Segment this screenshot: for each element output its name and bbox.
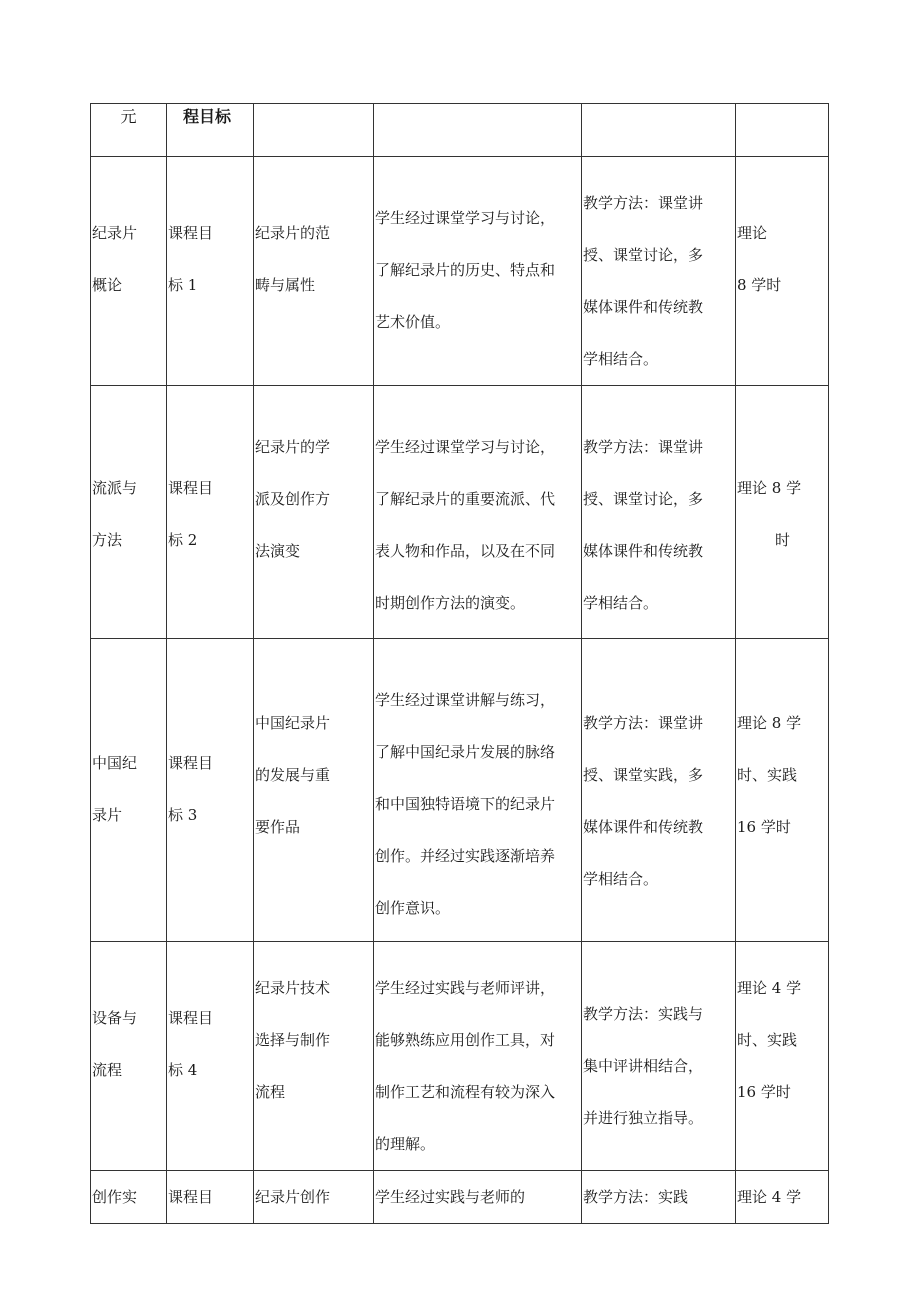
header-goal: 程目标 [167, 104, 254, 157]
content-cell: 纪录片的学 派及创作方 法演变 [255, 438, 331, 560]
table-row [91, 1171, 829, 1224]
unit-cell: 流派与 方法 [92, 479, 138, 549]
header-method [582, 104, 736, 157]
unit-cell: 创作实 [92, 1188, 138, 1206]
table-header-row [91, 104, 829, 157]
hours-cell-b: 时 [774, 531, 790, 549]
method-cell: 教学方法：课堂讲 授、课堂实践，多 媒体课件和传统教 学相结合。 [583, 714, 704, 888]
content-cell: 纪录片创作 [255, 1188, 331, 1206]
hours-cell-b: 16 学时 [737, 818, 791, 836]
hours-cell-a: 理论 4 学 时、实践 [737, 979, 802, 1049]
course-schedule-table [90, 103, 829, 1224]
hours-cell-a: 理论 4 学 [737, 1188, 802, 1206]
content-cell: 纪录片技术 选择与制作 流程 [255, 979, 331, 1101]
method-cell: 教学方法：课堂讲 授、课堂讨论，多 媒体课件和传统教 学相结合。 [583, 194, 704, 368]
requirement-cell: 学生经过实践与老师的 [375, 1188, 526, 1206]
hours-cell-b: 8 学时 [737, 276, 782, 294]
unit-cell: 纪录片 概论 [92, 224, 138, 294]
hours-cell-a: 理论 8 学 [737, 479, 802, 497]
table-row [91, 639, 829, 942]
hours-cell-b: 16 学时 [737, 1083, 791, 1101]
content-cell: 纪录片的范 畴与属性 [255, 224, 331, 294]
goal-cell: 课程目 标 3 [168, 754, 214, 824]
hours-cell-a: 理论 8 学 时、实践 [737, 714, 802, 784]
requirement-cell: 学生经过课堂学习与讨论， 了解纪录片的历史、特点和 艺术价值。 [375, 209, 556, 331]
hours-cell-a: 理论 [737, 224, 768, 242]
requirement-cell: 学生经过实践与老师评讲， 能够熟练应用创作工具，对 制作工艺和流程有较为深入 的理解。 [375, 979, 556, 1153]
table-row [91, 386, 829, 639]
requirement-cell: 学生经过课堂讲解与练习， 了解中国纪录片发展的脉络 和中国独特语境下的纪录片 创作。并经过实践逐渐培养 创作意识。 [375, 691, 556, 917]
goal-cell: 课程目 标 2 [168, 479, 214, 549]
table-row [91, 942, 829, 1171]
header-content [254, 104, 374, 157]
header-unit: 元 [91, 104, 167, 157]
header-hours [736, 104, 829, 157]
goal-cell: 课程目 标 1 [168, 224, 214, 294]
requirement-cell: 学生经过课堂学习与讨论， 了解纪录片的重要流派、代 表人物和作品，以及在不同 时期创作方法的演变。 [375, 438, 556, 612]
goal-cell: 课程目 [168, 1188, 214, 1206]
header-requirement [374, 104, 582, 157]
method-cell: 教学方法：实践 [583, 1188, 689, 1206]
unit-cell: 中国纪 录片 [92, 754, 138, 824]
goal-cell: 课程目 标 4 [168, 1009, 214, 1079]
method-cell: 教学方法：课堂讲 授、课堂讨论，多 媒体课件和传统教 学相结合。 [583, 438, 704, 612]
table-row [91, 157, 829, 386]
unit-cell: 设备与 流程 [92, 1009, 138, 1079]
method-cell: 教学方法：实践与 集中评讲相结合， 并进行独立指导。 [583, 1005, 704, 1127]
content-cell: 中国纪录片 的发展与重 要作品 [255, 714, 331, 836]
